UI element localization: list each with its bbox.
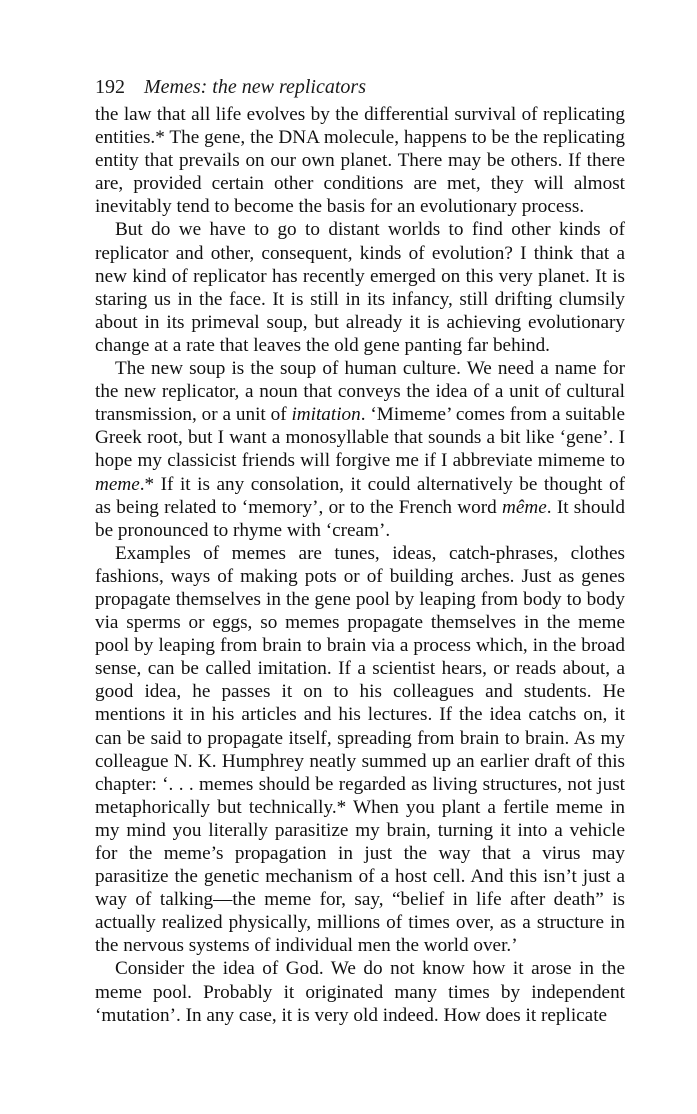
page-number: 192	[95, 76, 125, 98]
body-text	[95, 103, 625, 1027]
paragraph	[95, 957, 625, 1026]
chapter-title: Memes: the new replicators	[144, 76, 366, 98]
italic-term: imitation	[291, 404, 361, 426]
text-run: . It should be pronounced to rhyme with ‘cream’.	[95, 496, 625, 541]
text-run: .* If it is any consolation, it could alternatively be thought of as being related to ‘memory’, or to the French word	[95, 473, 625, 518]
text-run: the law that all life evolves by the differential survival of replicating entities.* The gene, the DNA molecule, happens to be the replicating entity that prevails on our own planet. There may be others. If there are, provided certain other conditions are met, they will almost inevitably tend to become the basis for an evolutionary process.	[95, 104, 625, 218]
paragraph	[95, 218, 625, 357]
paragraph	[95, 542, 625, 958]
text-run: But do we have to go to distant worlds to find other kinds of replicator and other, consequent, kinds of evolution? I think that a new kind of replicator has recently emerged on this very planet. It is staring us in the face. It is still in its infancy, still drifting clumsily about in its primeval soup, but already it is achieving evolutionary change at a rate that leaves the old gene panting far behind.	[95, 219, 625, 356]
running-head	[95, 76, 366, 99]
text-run: . ‘Mimeme’ comes from a suitable Greek root, but I want a monosyllable that sounds a bit like ‘gene’. I hope my classicist friends will forgive me if I abbreviate mimeme to	[95, 404, 625, 472]
paragraph	[95, 103, 625, 218]
text-run: Consider the idea of God. We do not know how it arose in the meme pool. Probably it originated many times by independent ‘mutation’. In any case, it is very old indeed. How does it replicate	[95, 958, 625, 1026]
text-run: The new soup is the soup of human culture. We need a name for the new replicator, a noun that conveys the idea of a unit of cultural transmission, or a unit of	[95, 358, 625, 426]
paragraph	[95, 357, 625, 542]
italic-term: même	[502, 496, 547, 518]
text-run: Examples of memes are tunes, ideas, catch-phrases, clothes fashions, ways of making pots or of building arches. Just as genes propagate themselves in the gene pool by leaping from body to body via sperms or eggs, so memes propagate themselves in the meme pool by leaping from brain to brain via a process which, in the broad sense, can be called imitation. If a scientist hears, or reads about, a good idea, he passes it on to his colleagues and students. He mentions it in his articles and his lectures. If the idea catchs on, it can be said to propagate itself, spreading from brain to brain. As my colleague N. K. Humphrey neatly summed up an earlier draft of this chapter: ‘. . . memes should be regarded as living structures, not just metaphorically but technically.* When you plant a fertile meme in my mind you literally parasitize my brain, turning it into a vehicle for the meme’s propagation in just the way that a virus may parasitize the genetic mechanism of a host cell. And this isn’t just a way of talking—the meme for, say, “belief in life after death” is actually realized physically, millions of times over, as a structure in the nervous systems of individual men the world over.’	[95, 542, 625, 957]
italic-term: meme	[95, 473, 140, 495]
